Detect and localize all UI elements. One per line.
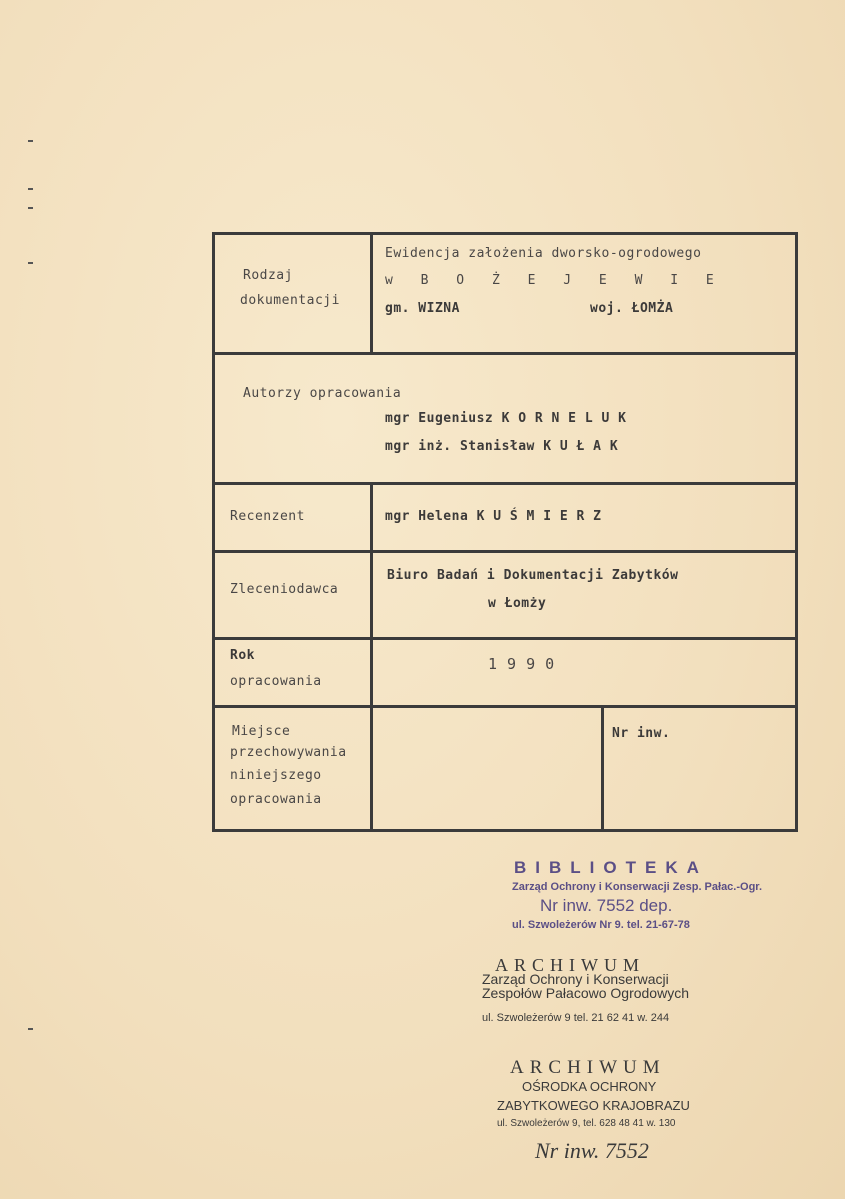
stamp-archiwum2-line2: ZABYTKOWEGO KRAJOBRAZU (497, 1098, 690, 1113)
documentation-type-value: Ewidencja założenia dworsko-ogrodowego (385, 246, 702, 261)
label-rodzaj: Rodzaj (243, 268, 293, 283)
label-rok: Rok (230, 648, 255, 663)
voivodeship: woj. ŁOMŻA (590, 301, 674, 316)
label-autorzy: Autorzy opracowania (243, 386, 402, 401)
year-value: 1 9 9 0 (488, 655, 555, 673)
row-divider (212, 482, 798, 485)
row-divider (212, 705, 798, 708)
row-divider (212, 637, 798, 640)
stamp-biblioteka-title: BIBLIOTEKA (514, 858, 708, 877)
edge-mark (28, 207, 33, 209)
label-opracowania-2: opracowania (230, 792, 322, 807)
label-przechowywania: przechowywania (230, 745, 347, 760)
column-divider (601, 705, 604, 832)
label-dokumentacji: dokumentacji (240, 293, 340, 308)
column-divider (370, 235, 373, 352)
row-divider (212, 352, 798, 355)
client-line-1: Biuro Badań i Dokumentacji Zabytków (387, 568, 679, 583)
location-name: w B O Ż E J E W I E (385, 273, 724, 288)
edge-mark (28, 140, 33, 142)
stamp-archiwum2-line1: OŚRODKA OCHRONY (522, 1079, 657, 1094)
stamp-archiwum1-title: ARCHIWUM (495, 955, 645, 975)
stamp-archiwum2-line3: ul. Szwoleżerów 9, tel. 628 48 41 w. 130 (497, 1118, 676, 1129)
stamp-archiwum1-line2: Zespołów Pałacowo Ogrodowych (482, 985, 689, 1001)
stamp-biblioteka-line1: Zarząd Ochrony i Konserwacji Zesp. Pałac.-Ogr. (512, 881, 763, 893)
author-2: mgr inż. Stanisław K U Ł A K (385, 439, 619, 454)
documentation-form-table (212, 232, 798, 832)
stamp-archiwum1-line1: Zarząd Ochrony i Konserwacji (482, 971, 669, 987)
handwritten-inventory-number: Nr inw. 7552 (535, 1138, 649, 1163)
row-divider (212, 550, 798, 553)
stamp-archiwum2-title: ARCHIWUM (510, 1057, 666, 1078)
label-opracowania: opracowania (230, 674, 322, 689)
stamp-biblioteka-line3: ul. Szwoleżerów Nr 9. tel. 21-67-78 (512, 919, 690, 931)
stamp-biblioteka-line2: Nr inw. 7552 dep. (540, 896, 673, 915)
label-miejsce: Miejsce (232, 724, 291, 739)
stamp-archiwum1-line3: ul. Szwoleżerów 9 tel. 21 62 41 w. 244 (482, 1012, 670, 1024)
edge-mark (28, 262, 33, 264)
label-zleceniodawca: Zleceniodawca (230, 582, 339, 597)
reviewer: mgr Helena K U Ś M I E R Z (385, 509, 602, 524)
municipality: gm. WIZNA (385, 301, 460, 316)
edge-mark (28, 1028, 33, 1030)
label-niniejszego: niniejszego (230, 768, 322, 783)
inventory-label: Nr inw. (612, 726, 671, 741)
client-line-2: w Łomży (488, 596, 547, 611)
edge-mark (28, 188, 33, 190)
column-divider (370, 482, 373, 832)
label-recenzent: Recenzent (230, 509, 305, 524)
author-1: mgr Eugeniusz K O R N E L U K (385, 411, 627, 426)
